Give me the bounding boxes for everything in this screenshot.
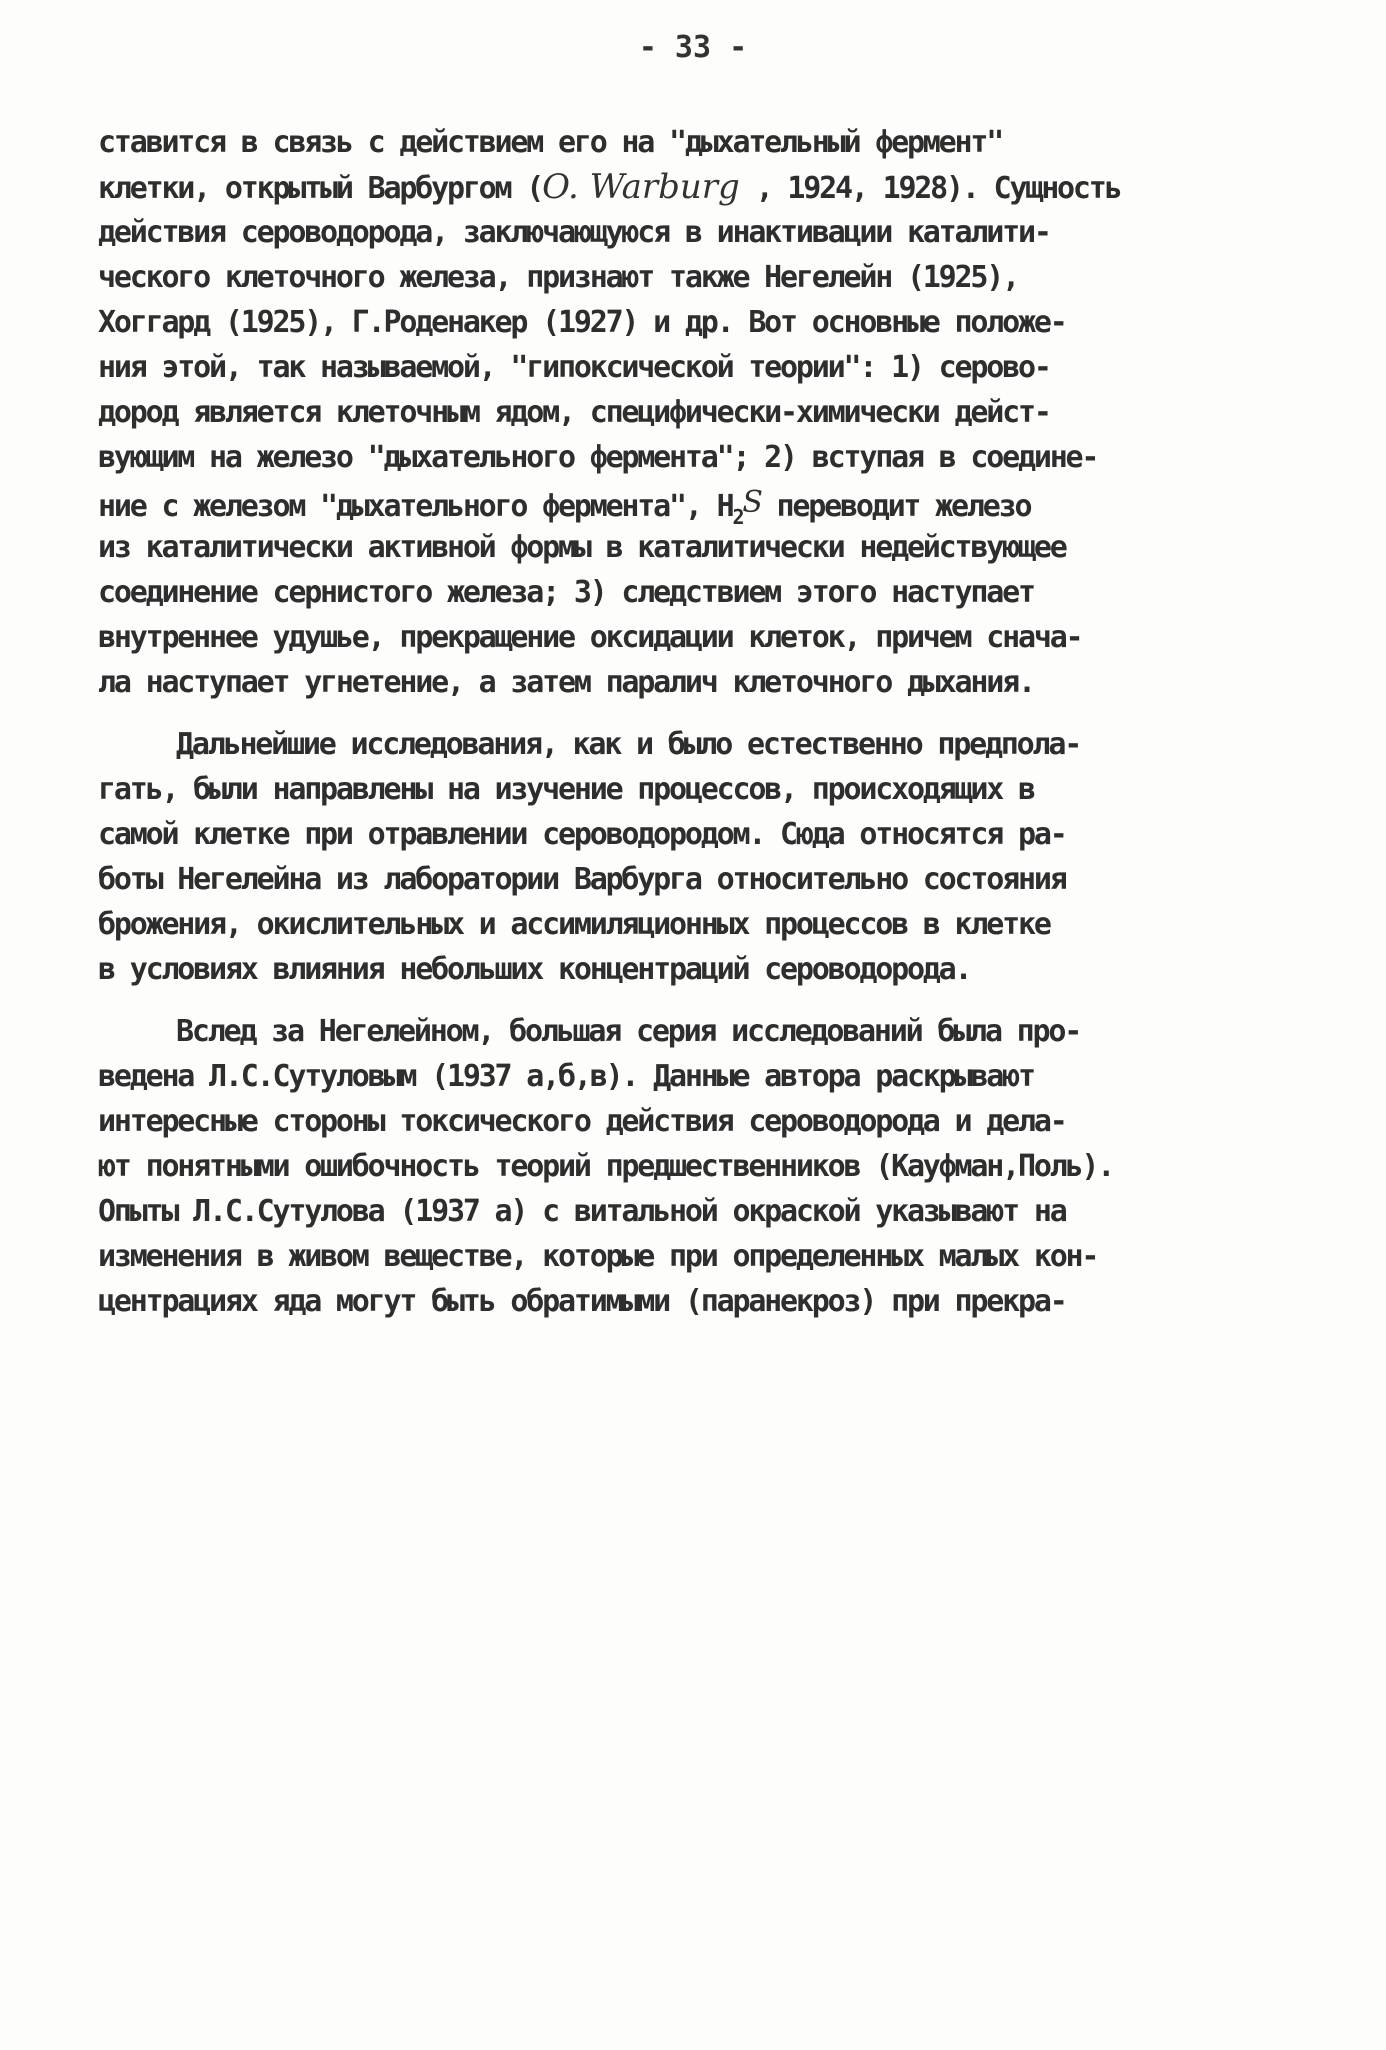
text-line: ческого клеточного железа, признают также Негелейн (1925),: [98, 260, 1018, 295]
text-line: ставится в связь с действием его на "дыхательный фермент": [98, 125, 1003, 160]
text-line: Дальнейшие исследования, как и было естественно предпола-: [176, 727, 1081, 762]
text-line: Опыты Л.С.Сутулова (1937 а) с витальной окраской указывают на: [98, 1194, 1066, 1229]
text-line: изменения в живом веществе, которые при определенных малых кон-: [98, 1239, 1098, 1274]
text-line: действия сероводорода, заключающуюся в инактивации каталити-: [98, 215, 1050, 250]
text-line: гать, были направлены на изучение процессов, происходящих в: [98, 772, 1034, 807]
text-line: ния этой, так называемой, "гипоксической теории": 1) серово-: [98, 350, 1050, 385]
subscript: 2: [732, 505, 743, 529]
text-line: самой клетке при отравлении сероводородом. Сюда относятся ра-: [98, 817, 1066, 852]
text-line: дород является клеточным ядом, специфически-химически дейст-: [98, 395, 1050, 430]
text-line: Вслед за Негелейном, большая серия исследований была про-: [176, 1014, 1081, 1049]
text-segment: переводит железо: [760, 489, 1031, 524]
text-segment: клетки, открытый Варбургом (: [98, 171, 543, 206]
text-line: ла наступает угнетение, а затем паралич клеточного дыхания.: [98, 665, 1034, 700]
text-line: брожения, окислительных и ассимиляционных процессов в клетке: [98, 907, 1050, 942]
text-line: внутреннее удушье, прекращение оксидации клеток, причем снача-: [98, 620, 1082, 655]
text-segment: , 1924, 1928). Сущность: [739, 171, 1121, 206]
text-line: ют понятными ошибочность теорий предшественников (Кауфман,Поль).: [98, 1149, 1114, 1184]
text-line: интересные стороны токсического действия сероводорода и дела-: [98, 1104, 1066, 1139]
text-line: соединение сернистого железа; 3) следствием этого наступает: [98, 575, 1034, 610]
text-line: центрациях яда могут быть обратимыми (паранекроз) при прекра-: [98, 1284, 1066, 1319]
paragraph-gap: [98, 992, 1298, 1009]
page-number: - 33 -: [638, 30, 748, 65]
text-segment: ние с железом "дыхательного фермента", H: [98, 489, 733, 524]
text-line: [98, 165, 1298, 210]
text-line: [98, 480, 1298, 529]
text-line: Хоггард (1925), Г.Роденакер (1927) и др. Вот основные положе-: [98, 305, 1066, 340]
text-line: боты Негелейна из лаборатории Варбурга относительно состояния: [98, 862, 1066, 897]
text-line: ведена Л.С.Сутуловым (1937 а,б,в). Данные автора раскрывают: [98, 1059, 1034, 1094]
handwritten-symbol: S: [742, 485, 761, 520]
text-line: в условиях влияния небольших концентраций сероводорода.: [98, 952, 971, 987]
body-text: [98, 120, 1298, 1324]
text-line: вующим на железо "дыхательного фермента"; 2) вступая в соедине-: [98, 440, 1098, 475]
handwritten-annotation: O. Warburg: [542, 167, 740, 207]
text-line: из каталитически активной формы в каталитически недействующее: [98, 530, 1066, 565]
paragraph-gap: [98, 705, 1298, 722]
